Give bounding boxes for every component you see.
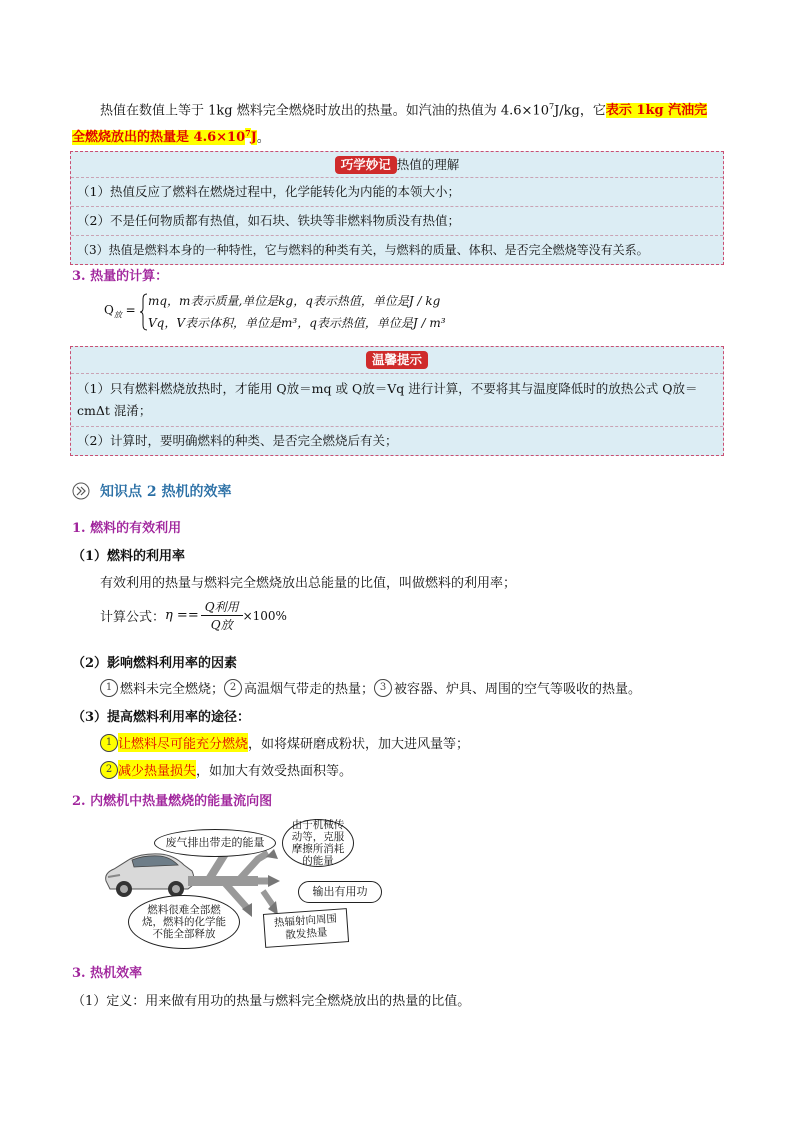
formula-eta: η == <box>165 608 199 623</box>
formula-fraction <box>201 598 243 633</box>
calc-line-2: Vq，V表示体积，单位是m³，q表示热值，单位是J / m³ <box>148 316 446 330</box>
factor-3: 被容器、炉具、周围的空气等吸收的热量。 <box>394 682 642 697</box>
box2-row-2: （2）计算时，要明确燃料的种类、是否完全燃烧后有关； <box>77 433 398 448</box>
heading-1-3: （3）提高燃料利用率的途径： <box>72 710 251 725</box>
box2-row-1: （1）只有燃料燃烧放热时，才能用 Q放＝mq 或 Q放＝Vq 进行计算，不要将其与温度降低时的放热公式 Q放＝cmΔt 混淆； <box>71 374 723 427</box>
intro-highlight-2a: 全燃烧放出的热量是 4.6×10 <box>72 130 246 146</box>
memory-tip-badge: 巧学妙记 <box>335 156 397 174</box>
circle-number: 3 <box>374 679 392 697</box>
formula-denominator: Q放 <box>210 618 233 632</box>
q-symbol: $Q_放$ = <box>104 303 136 320</box>
intro-text-a: 热值在数值上等于 1kg 燃料完全燃烧时放出的热量。如汽油的热值为 4.6×10 <box>100 103 549 119</box>
box1-row-2: （2）不是任何物质都有热值，如石块、铁块等非燃料物质没有热值； <box>71 207 723 236</box>
way-2 <box>100 760 352 779</box>
section-title <box>72 481 232 501</box>
efficiency-definition: （1）定义：用来做有用功的热量与燃料完全燃烧放出的热量的比值。 <box>72 994 471 1009</box>
chevron-circle-icon <box>72 482 90 500</box>
mechanical-loss-bubble: 由于机械传动等，克服摩擦所消耗的能量 <box>282 819 354 867</box>
calc-line-1: mq，m表示质量,单位是kg，q表示热值，单位是J / kg <box>148 294 441 308</box>
way-1 <box>100 733 469 752</box>
box-title-text: 热值的理解 <box>396 157 460 172</box>
section-title-text: 知识点 2 热机的效率 <box>100 484 232 500</box>
formula-tail: ×100% <box>242 608 287 623</box>
circle-number: 1 <box>100 679 118 697</box>
utilization-definition: 有效利用的热量与燃料完全燃烧放出总能量的比值，叫做燃料的利用率； <box>100 576 517 591</box>
factors-line <box>100 678 641 697</box>
heading-1-1: （1）燃料的利用率 <box>72 549 186 564</box>
formula-label: 计算公式： <box>100 610 166 625</box>
calc-formula <box>104 291 604 333</box>
calc-heading: 3. 热量的计算： <box>72 269 169 284</box>
way-1-highlight: 让燃料尽可能充分燃烧 <box>118 733 248 752</box>
heading-1: 1. 燃料的有效利用 <box>72 521 182 536</box>
formula-numerator: Q利用 <box>201 598 243 616</box>
radiation-box: 热辐射向周围散发热量 <box>263 908 349 948</box>
intro-highlight-1: 表示 1kg 汽油完 <box>605 103 708 119</box>
way-2-rest: ，如加大有效受热面积等。 <box>196 764 353 779</box>
intro-line-1 <box>100 97 740 121</box>
circle-number: 2 <box>100 761 118 779</box>
intro-end: 。 <box>256 130 270 146</box>
reminder-badge: 温馨提示 <box>366 351 428 369</box>
tip-box-heat-value <box>70 151 724 265</box>
exp2: 7 <box>245 128 251 138</box>
way-2-highlight: 减少热量损失 <box>118 760 196 779</box>
utilization-formula <box>100 598 287 633</box>
box1-row-3: （3）热值是燃料本身的一种特性，它与燃料的种类有关，与燃料的质量、体积、是否完全燃烧等没有关系。 <box>77 243 649 257</box>
exhaust-bubble: 废气排出带走的能量 <box>154 829 276 857</box>
box-title <box>71 152 723 178</box>
heading-3: 3. 热机效率 <box>72 966 143 981</box>
circle-number: 2 <box>224 679 242 697</box>
circle-number: 1 <box>100 734 118 752</box>
heading-2: 2. 内燃机中热量燃烧的能量流向图 <box>72 794 273 809</box>
useful-work-box: 输出有用功 <box>298 881 382 903</box>
heading-1-2: （2）影响燃料利用率的因素 <box>72 656 238 671</box>
incomplete-combustion-bubble: 燃料很难全部燃烧，燃料的化学能不能全部释放 <box>128 895 240 949</box>
energy-flow-diagram <box>98 815 398 955</box>
intro-text-b: J/kg，它 <box>554 103 606 119</box>
brace-icon <box>140 293 148 331</box>
factor-1: 燃料未完全燃烧； <box>120 682 225 697</box>
intro-line-2 <box>72 123 270 148</box>
box1-row-1: （1）热值反应了燃料在燃烧过程中，化学能转化为内能的本领大小； <box>71 178 723 207</box>
way-1-rest: ，如将煤研磨成粉状，加大进风量等； <box>248 737 470 752</box>
box2-title <box>71 347 723 374</box>
factor-2: 高温烟气带走的热量； <box>244 682 375 697</box>
exp: 7 <box>548 102 555 111</box>
tip-box-warm-reminder <box>70 346 724 456</box>
intro-highlight-2b: J <box>250 130 257 146</box>
